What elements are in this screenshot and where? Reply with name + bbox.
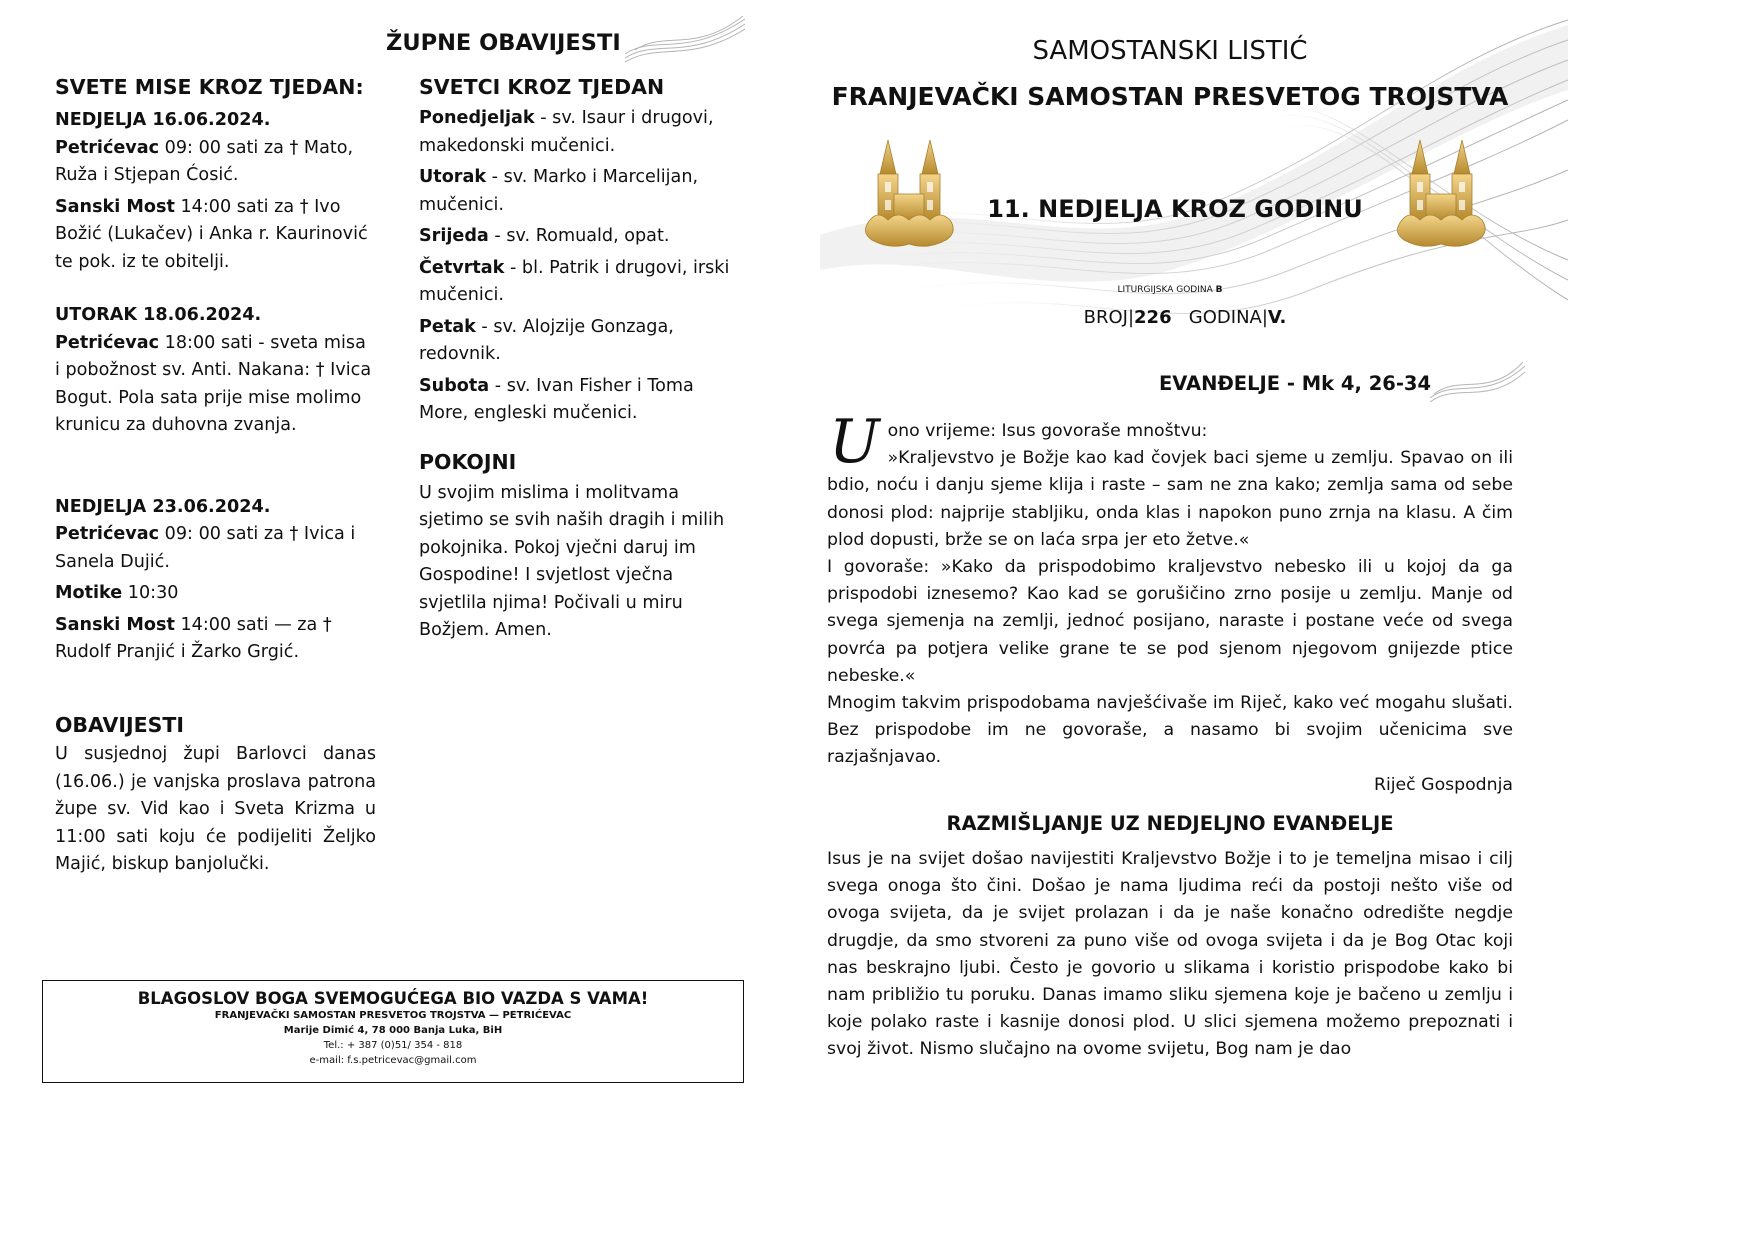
gospel-first-line: ono vrijeme: Isus govoraše mnoštvu: bbox=[887, 421, 1208, 441]
sunday-title: 11. NEDJELJA KROZ GODINU bbox=[987, 195, 1363, 223]
saint-text: - sv. Marko i Marcelijan, mučenici. bbox=[419, 167, 699, 215]
saint-item bbox=[419, 164, 737, 219]
issue-label: BROJ| bbox=[1083, 307, 1135, 328]
saint-text: - sv. Alojzije Gonzaga, redovnik. bbox=[419, 316, 674, 364]
mass-text: 09: 00 sati za † Mato, Ruža i Stjepan Ćosić. bbox=[55, 137, 354, 185]
saint-item bbox=[419, 105, 737, 160]
saint-item bbox=[419, 223, 737, 251]
mass-place: Petrićevac bbox=[55, 332, 160, 353]
masses-heading: SVETE MISE KROZ TJEDAN: bbox=[55, 75, 364, 99]
gospel-dropcap: U bbox=[829, 407, 880, 477]
footer-contact-box bbox=[42, 980, 744, 1083]
footer-address: Marije Dimić 4, 78 000 Banja Luka, BiH bbox=[283, 1025, 503, 1036]
year-value: V. bbox=[1267, 307, 1287, 328]
masses-column bbox=[55, 75, 376, 671]
saints-heading: SVETCI KROZ TJEDAN bbox=[419, 75, 665, 99]
mass-text: 10:30 bbox=[122, 583, 179, 603]
reflection-heading: RAZMIŠLJANJE UZ NEDJELJNO EVANĐELJE bbox=[946, 812, 1394, 835]
footer-email: e-mail: f.s.petricevac@gmail.com bbox=[309, 1055, 477, 1066]
saint-item bbox=[419, 314, 737, 369]
mass-day-date: UTORAK 18.06.2024. bbox=[55, 305, 262, 325]
saint-day: Četvrtak bbox=[419, 257, 505, 278]
saint-item bbox=[419, 255, 737, 310]
reflection-text: Isus je na svijet došao navijestiti Kraljevstvo Božje i to je temeljna misao i cilj svega onoga što čini. Došao je nama ljudima reći da postoji nešto više od ovoga svijeta, da je svijet prolazan i da je naše konačno odredište negdje drugdje, da smo stvoreni za puno više od ovoga svijeta i da je Bog Otac koji nas beskrajno ljubi. Često je govorio u slikama i koristio prispodobe kako bi nam približio tu poruku. Danas imamo sliku sjemena koje je bačeno u zemlju i koje polako raste i kasnije donosi plod. U slici sjemena možemo prepoznati i svoj život. Nismo slučajno na ovome svijetu, Bog nam je dao bbox=[827, 849, 1513, 1060]
mass-place: Petrićevac bbox=[55, 137, 160, 158]
mass-place: Motike bbox=[55, 583, 123, 603]
notices-text: U susjednoj župi Barlovci danas (16.06.) je vanjska proslava patrona župe sv. Vid kao i Sveta Krizma u 11:00 sati koju će podijeliti Željko Majić, biskup banjolučki. bbox=[55, 744, 376, 874]
mass-day-date: NEDJELJA 16.06.2024. bbox=[55, 110, 271, 130]
saint-text: - bl. Patrik i drugovi, irski mučenici. bbox=[419, 257, 730, 305]
saint-day: Subota bbox=[419, 375, 490, 396]
gospel-heading: EVANĐELJE - Mk 4, 26-34 bbox=[1158, 372, 1432, 395]
deceased-heading: POKOJNI bbox=[419, 449, 517, 474]
mass-entry bbox=[55, 135, 376, 190]
mass-entry bbox=[55, 521, 376, 576]
mass-place: Petrićevac bbox=[55, 524, 160, 544]
saints-section bbox=[419, 75, 737, 645]
mass-text: 18:00 sati - sveta misa i pobožnost sv. Anti. Nakana: † Ivica Bogut. Pola sata prije mise molimo krunicu za duhovna zvanja. bbox=[55, 332, 372, 435]
church-logo-icon bbox=[1390, 136, 1492, 254]
gospel-paragraph: Mnogim takvim prispodobama navješćivaše im Riječ, kako već mogahu slušati. Bez prispodobe im ne govoraše, a nasamo bi svojim učenicima sve razjašnjavao. bbox=[827, 693, 1513, 768]
mass-day bbox=[55, 302, 376, 440]
gospel-closing: Riječ Gospodnja bbox=[1373, 774, 1513, 795]
mass-place: Sanski Most bbox=[55, 614, 175, 635]
saint-day: Petak bbox=[419, 316, 476, 337]
gospel-text bbox=[827, 407, 1513, 799]
mass-day-date: NEDJELJA 23.06.2024. bbox=[55, 496, 271, 517]
mass-day bbox=[55, 494, 376, 667]
saint-day: Ponedjeljak bbox=[419, 108, 535, 128]
notices-section bbox=[55, 713, 376, 879]
saint-day: Srijeda bbox=[419, 226, 489, 246]
issue-number: 226 bbox=[1134, 307, 1172, 328]
monastery-title: FRANJEVAČKI SAMOSTAN PRESVETOG TROJSTVA bbox=[831, 82, 1509, 111]
wave-decoration-small-left bbox=[625, 14, 745, 64]
parish-notices-title: ŽUPNE OBAVIJESTI bbox=[386, 30, 621, 56]
mass-place: Sanski Most bbox=[55, 196, 175, 217]
footer-phone: Tel.: + 387 (0)51/ 354 - 818 bbox=[323, 1040, 463, 1051]
mass-text: 14:00 sati za † Ivo Božić (Lukačev) i Anka r. Kaurinović te pok. iz te obitelji. bbox=[55, 196, 368, 272]
saint-day: Utorak bbox=[419, 167, 487, 187]
mass-entry bbox=[55, 194, 376, 277]
mass-entry bbox=[55, 580, 376, 608]
saint-text: - sv. Isaur i drugovi, makedonski mučenici. bbox=[419, 108, 714, 156]
footer-org: FRANJEVAČKI SAMOSTAN PRESVETOG TROJSTVA — PETRIĆEVAC bbox=[214, 1010, 572, 1021]
liturgical-year-label: LITURGIJSKA GODINA bbox=[1117, 285, 1216, 295]
saints-list bbox=[419, 105, 737, 428]
gospel-paragraph: I govoraše: »Kako da prispodobimo kraljevstvo nebesko ili u kojoj da ga prispodobi iznesemo? Kao kad se gorušičino zrno posije u zemlju. Manje od svega sjemenja na zemlji, jednoć posijano, naraste i postane veće od svega povrća pa potjera velike grane te se pod sjenom njegovom gnijezde ptice nebeske.« bbox=[827, 557, 1513, 686]
issue-info bbox=[1020, 307, 1350, 328]
blessing-text: BLAGOSLOV BOGA SVEMOGUĆEGA BIO VAZDA S VAMA! bbox=[137, 989, 649, 1008]
mass-text: 09: 00 sati za † Ivica i Sanela Dujić. bbox=[55, 524, 356, 572]
bulletin-subtitle: SAMOSTANSKI LISTIĆ bbox=[1032, 36, 1308, 66]
notices-heading: OBAVIJESTI bbox=[55, 713, 185, 737]
deceased-text: U svojim mislima i molitvama sjetimo se svih naših dragih i milih pokojnika. Pokoj vječni daruj im Gospodine! I svjetlost vječna svjetlila njima! Počivali u miru Božjem. Amen. bbox=[419, 482, 725, 640]
mass-day bbox=[55, 107, 376, 276]
saint-text: - sv. Romuald, opat. bbox=[488, 226, 670, 246]
year-label: GODINA| bbox=[1188, 307, 1268, 328]
mass-entry bbox=[55, 330, 376, 440]
saint-item bbox=[419, 373, 737, 428]
mass-text: 14:00 sati — za † Rudolf Pranjić i Žarko Grgić. bbox=[55, 614, 332, 662]
mass-entry bbox=[55, 612, 376, 667]
gospel-paragraph: »Kraljevstvo je Božje kao kad čovjek baci sjeme u zemlju. Spavao on ili bdio, noću i danju sjeme klija i raste – sam ne zna kako; zemlja sama od sebe donosi plod: najprije stabljiku, onda klas i napokon puno zrnja na klasu. A čim plod dopusti, brže se on laća srpa jer eto žetve.« bbox=[827, 448, 1513, 550]
saint-text: - sv. Ivan Fisher i Toma More, engleski mučenici. bbox=[419, 375, 694, 423]
liturgical-year-value: B bbox=[1215, 285, 1223, 295]
liturgical-year bbox=[1020, 285, 1320, 295]
church-logo-icon bbox=[858, 136, 960, 254]
